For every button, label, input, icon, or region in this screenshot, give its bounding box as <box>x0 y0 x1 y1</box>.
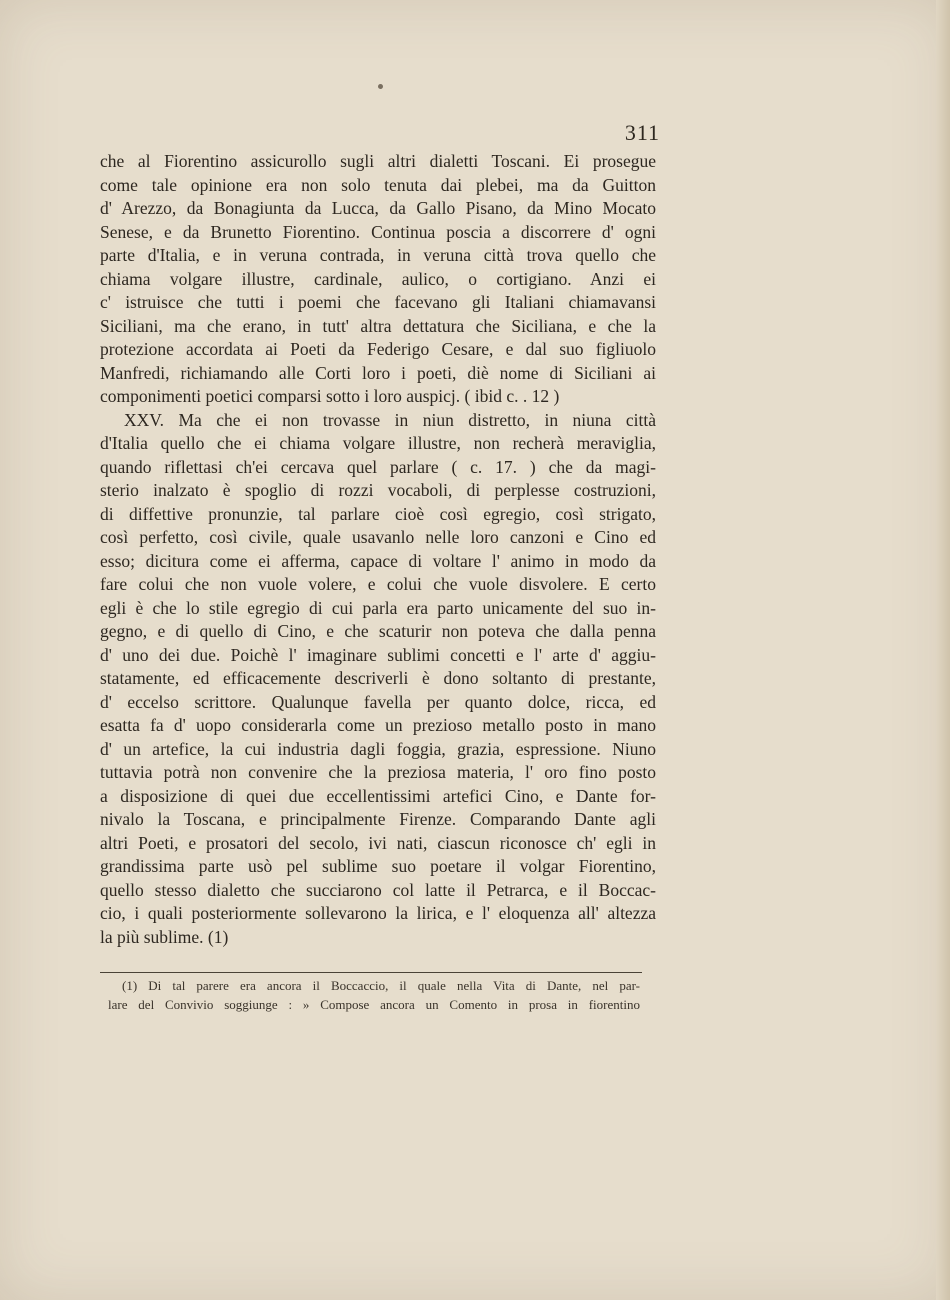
text-line: chiama volgare illustre, cardinale, aulico, o cortigiano. Anzi ei <box>100 268 656 289</box>
text-line: parte d'Italia, e in veruna contrada, in veruna città trova quello che <box>100 245 656 265</box>
text-line: nivalo la Toscana, e principalmente Firenze. Comparando Dante agli <box>100 809 656 829</box>
text-line: d' un artefice, la cui industria dagli foggia, grazia, espressione. Niuno <box>100 738 656 759</box>
text-line: componimenti poetici comparsi sotto i loro auspicj. ( ibid c. . 12 ) <box>100 386 560 406</box>
text-line: statamente, ed efficacemente descriverli è dono soltanto di prestante, <box>100 668 656 688</box>
footnote-line: (1) Di tal parere era ancora il Boccaccio, il quale nella Vita di Dante, nel par- <box>122 978 640 993</box>
text-line: cio, i quali posteriormente sollevarono la lirica, e l' eloquenza all' altezza <box>100 903 656 923</box>
text-line: d'Italia quello che ei chiama volgare illustre, non recherà meraviglia, <box>100 433 656 453</box>
text-line: Siciliani, ma che erano, in tutt' altra dettatura che Siciliana, e che la <box>100 315 656 336</box>
text-line: XXV. Ma che ei non trovasse in niun distretto, in niuna città <box>124 409 656 430</box>
text-line: d' uno dei due. Poichè l' imaginare sublimi concetti e l' arte d' aggiu- <box>100 644 656 665</box>
page-edge <box>936 0 950 1300</box>
text-line: la più sublime. (1) <box>100 926 229 947</box>
text-line: quello stesso dialetto che succiarono col latte il Petrarca, e il Boccac- <box>100 879 656 900</box>
text-line: come tale opinione era non solo tenuta dai plebei, ma da Guitton <box>100 174 656 195</box>
body-text <box>100 150 656 949</box>
footnote <box>108 976 640 1014</box>
text-line: che al Fiorentino assicurollo sugli altri dialetti Toscani. Ei prosegue <box>100 151 656 171</box>
text-line: a disposizione di quei due eccellentissimi artefici Cino, e Dante for- <box>100 785 656 806</box>
text-line: quando riflettasi ch'ei cercava quel parlare ( c. 17. ) che da magi- <box>100 456 656 477</box>
footnote-rule <box>100 972 642 973</box>
text-line: d' Arezzo, da Bonagiunta da Lucca, da Gallo Pisano, da Mino Mocato <box>100 198 656 218</box>
ink-spot <box>378 84 383 89</box>
text-line: fare colui che non vuole volere, e colui che vuole disvolere. E certo <box>100 574 656 594</box>
text-line: esso; dicitura come ei afferma, capace di voltare l' animo in modo da <box>100 550 656 571</box>
text-line: d' eccelso scrittore. Qualunque favella per quanto dolce, ricca, ed <box>100 691 656 712</box>
text-line: c' istruisce che tutti i poemi che facevano gli Italiani chiamavansi <box>100 292 656 312</box>
page-number: 311 <box>624 120 660 145</box>
text-line: sterio inalzato è spoglio di rozzi vocaboli, di perplesse costruzioni, <box>100 480 656 500</box>
text-line: protezione accordata ai Poeti da Federigo Cesare, e dal suo figliuolo <box>100 339 656 359</box>
text-line: altri Poeti, e prosatori del secolo, ivi nati, ciascun riconosce ch' egli in <box>100 832 656 853</box>
text-line: Manfredi, richiamando alle Corti loro i poeti, diè nome di Siciliani ai <box>100 362 656 383</box>
text-line: così perfetto, così civile, quale usavanlo nelle loro canzoni e Cino ed <box>100 527 656 547</box>
text-line: gegno, e di quello di Cino, e che scaturir non poteva che dalla penna <box>100 621 656 641</box>
text-line: egli è che lo stile egregio di cui parla era parto unicamente del suo in- <box>100 597 656 618</box>
footnote-line: lare del Convivio soggiunge : » Compose ancora un Comento in prosa in fiorentino <box>108 997 640 1012</box>
text-line: grandissima parte usò pel sublime suo poetare il volgar Fiorentino, <box>100 856 656 876</box>
text-line: esatta fa d' uopo considerarla come un prezioso metallo posto in mano <box>100 715 656 735</box>
text-line: di diffettive pronunzie, tal parlare cioè così egregio, così strigato, <box>100 503 656 524</box>
text-line: Senese, e da Brunetto Fiorentino. Continua poscia a discorrere d' ogni <box>100 221 656 242</box>
text-line: tuttavia potrà non convenire che la preziosa materia, l' oro fino posto <box>100 762 656 782</box>
